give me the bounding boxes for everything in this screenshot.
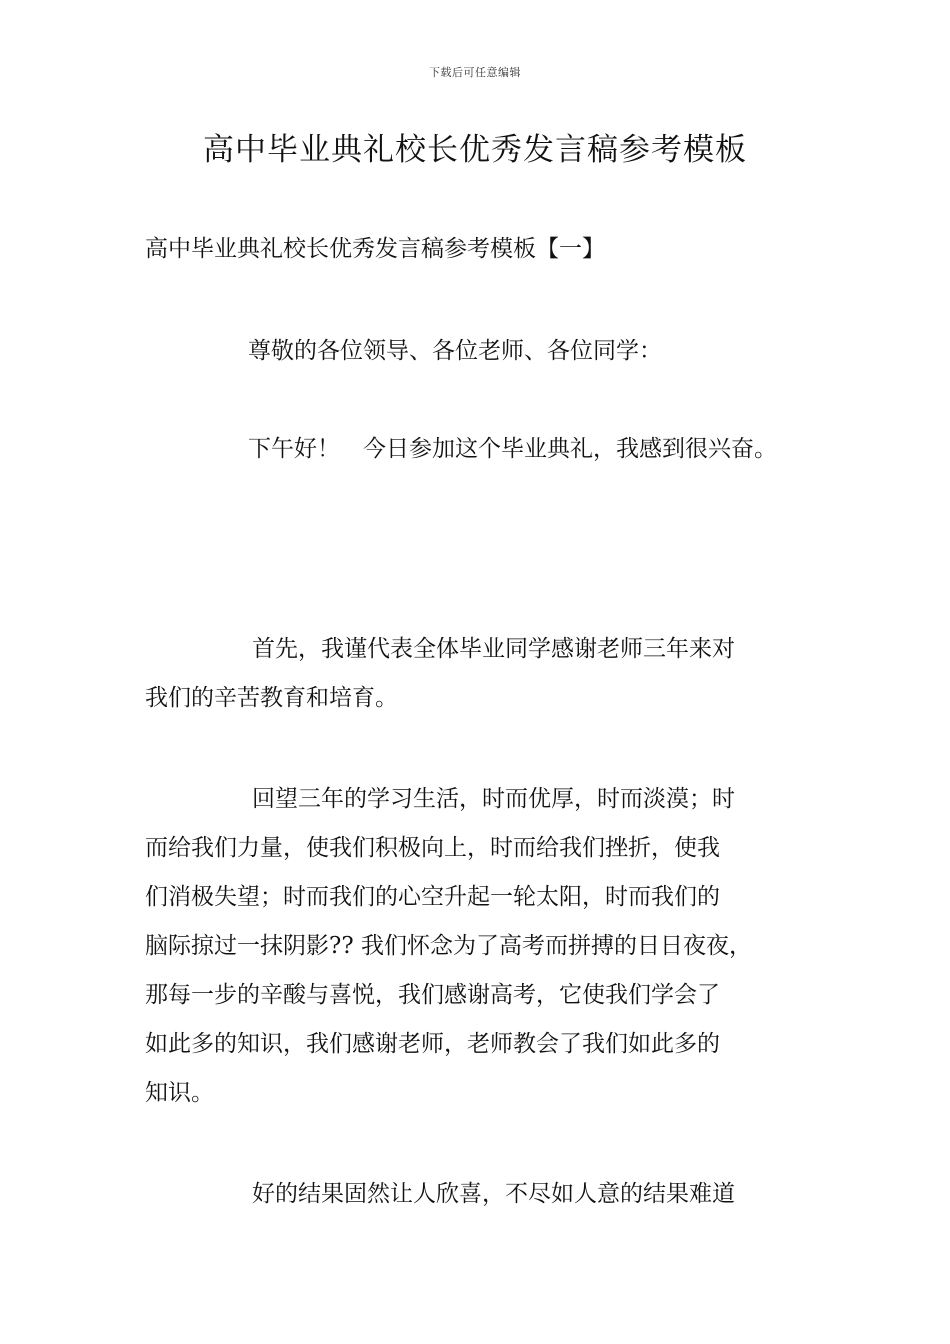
paragraph-line: 如此多的知识，我们感谢老师，老师教会了我们如此多的 [145, 1031, 720, 1057]
paragraph-line: 而给我们力量，使我们积极向上，时而给我们挫折，使我 [145, 835, 720, 861]
paragraph-line: 回望三年的学习生活，时而优厚，时而淡漠；时 [252, 786, 735, 812]
greeting-line: 尊敬的各位领导、各位老师、各位同学： [248, 338, 662, 364]
paragraph-line: 好的结果固然让人欣喜，不尽如人意的结果难道 [252, 1181, 735, 1207]
paragraph-line: 们消极失望；时而我们的心空升起一轮太阳，时而我们的 [145, 884, 720, 910]
opening-line: 下午好！ 今日参加这个毕业典礼，我感到很兴奋。 [248, 436, 777, 462]
section-heading: 高中毕业典礼校长优秀发言稿参考模板【一】 [145, 236, 605, 262]
header-note: 下载后可任意编辑 [429, 66, 521, 79]
paragraph-line: 那每一步的辛酸与喜悦，我们感谢高考，它使我们学会了 [145, 982, 720, 1008]
paragraph-line: 脑际掠过一抹阴影?? 我们怀念为了高考而拼搏的日日夜夜， [145, 933, 752, 959]
paragraph-line: 知识。 [145, 1080, 214, 1106]
document-title: 高中毕业典礼校长优秀发言稿参考模板 [203, 132, 747, 168]
paragraph-line: 我们的辛苦教育和培育。 [145, 685, 398, 711]
paragraph-line: 首先，我谨代表全体毕业同学感谢老师三年来对 [252, 636, 735, 662]
